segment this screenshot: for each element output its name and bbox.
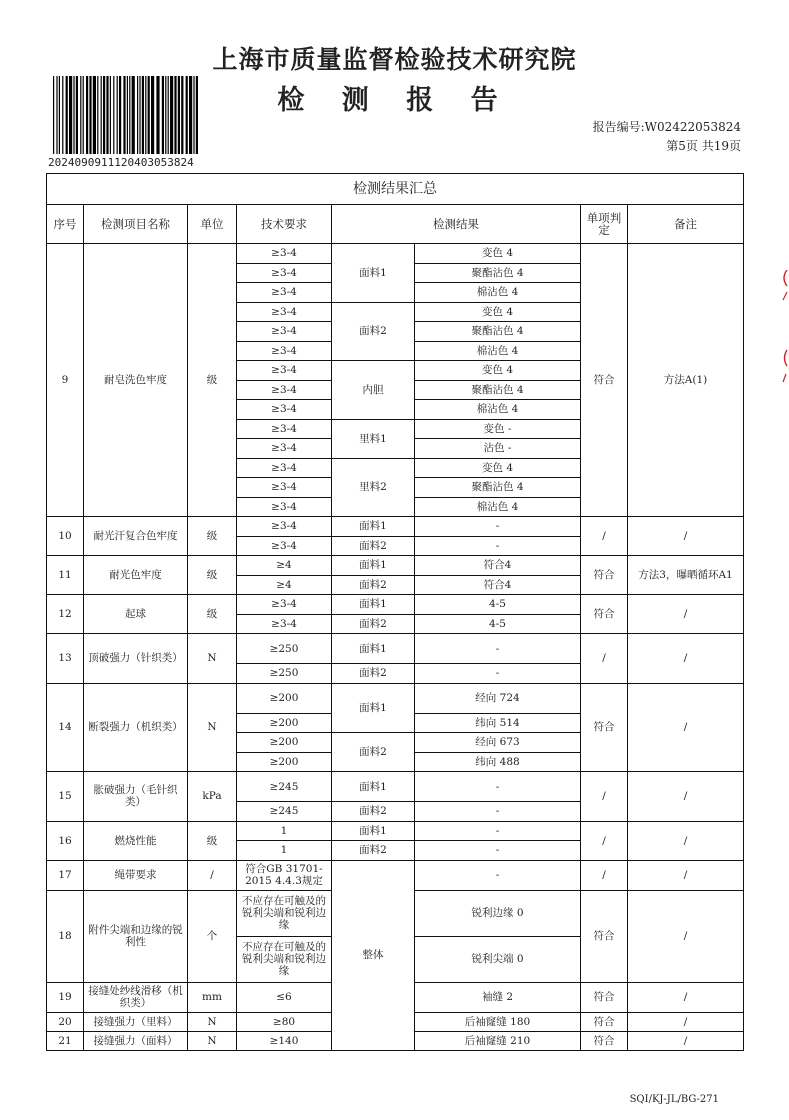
cell-item: 接缝处纱线滑移（机织类） (84, 982, 188, 1012)
cell-req: 不应存在可触及的锐利尖端和锐利边缘 (237, 890, 332, 936)
cell-part-whole: 整体 (332, 860, 415, 1050)
header-verdict: 单项判定 (581, 205, 628, 244)
cell-note: / (628, 595, 744, 634)
cell-unit: N (188, 1031, 237, 1050)
cell-unit: 级 (188, 556, 237, 595)
cell-seq: 14 (47, 683, 84, 772)
table-row (47, 860, 744, 890)
cell-req: ≥3-4 (237, 458, 332, 478)
cell-verdict: / (581, 772, 628, 822)
cell-result: 聚酯沾色 4 (415, 322, 581, 342)
cell-seq: 9 (47, 244, 84, 517)
cell-req: ≥3-4 (237, 400, 332, 420)
cell-req: ≥3-4 (237, 478, 332, 498)
cell-unit: N (188, 1012, 237, 1031)
table-row (47, 683, 744, 713)
cell-result: 聚酯沾色 4 (415, 380, 581, 400)
cell-req: ≥3-4 (237, 517, 332, 537)
header-item: 检测项目名称 (84, 205, 188, 244)
report-title: 检 测 报 告 (277, 85, 512, 116)
cell-req: ≥140 (237, 1031, 332, 1050)
cell-seq: 13 (47, 634, 84, 684)
cell-note: / (628, 1031, 744, 1050)
table-row (47, 772, 744, 802)
cell-req: ≥3-4 (237, 439, 332, 459)
cell-seq: 18 (47, 890, 84, 982)
cell-result: 锐利尖端 0 (415, 936, 581, 982)
cell-unit: mm (188, 982, 237, 1012)
cell-req: ≥250 (237, 664, 332, 684)
table-row (47, 517, 744, 537)
cell-req: ≥4 (237, 556, 332, 576)
cell-note: / (628, 982, 744, 1012)
cell-part: 面料2 (332, 664, 415, 684)
cell-verdict: / (581, 634, 628, 684)
cell-result: 4-5 (415, 595, 581, 615)
cell-verdict: 符合 (581, 244, 628, 517)
cell-part: 里料1 (332, 419, 415, 458)
cell-req: ≥3-4 (237, 322, 332, 342)
cell-seq: 17 (47, 860, 84, 890)
cell-seq: 10 (47, 517, 84, 556)
cell-note: / (628, 1012, 744, 1031)
header-result: 检测结果 (332, 205, 581, 244)
cell-result: 经向 673 (415, 733, 581, 753)
cell-part: 面料2 (332, 575, 415, 595)
cell-result: 棉沾色 4 (415, 341, 581, 361)
cell-part: 面料1 (332, 556, 415, 576)
cell-note: / (628, 772, 744, 822)
cell-item: 耐光色牢度 (84, 556, 188, 595)
cell-req: 不应存在可触及的锐利尖端和锐利边缘 (237, 936, 332, 982)
cell-verdict: / (581, 821, 628, 860)
cell-result: 后袖窿缝 210 (415, 1031, 581, 1050)
cell-part: 面料2 (332, 614, 415, 634)
cell-note: / (628, 890, 744, 982)
table-row (47, 556, 744, 576)
cell-req: ≥3-4 (237, 497, 332, 517)
cell-unit: N (188, 634, 237, 684)
cell-result: 变色 - (415, 419, 581, 439)
table-row (47, 821, 744, 841)
table-header-row (47, 205, 744, 244)
cell-item: 耐光汗复合色牢度 (84, 517, 188, 556)
header-seq: 序号 (47, 205, 84, 244)
cell-req: ≥250 (237, 634, 332, 664)
cell-result: - (415, 664, 581, 684)
cell-req: 符合GB 31701-2015 4.4.3规定 (237, 860, 332, 890)
cell-note: / (628, 517, 744, 556)
stamp-edge-mark (780, 270, 789, 390)
table-caption: 检测结果汇总 (47, 174, 744, 205)
cell-req: ≥245 (237, 802, 332, 822)
cell-seq: 12 (47, 595, 84, 634)
cell-result: 变色 4 (415, 458, 581, 478)
cell-note: 方法3，曝晒循环A1 (628, 556, 744, 595)
cell-item: 燃烧性能 (84, 821, 188, 860)
cell-unit: 级 (188, 517, 237, 556)
cell-unit: / (188, 860, 237, 890)
cell-unit: 级 (188, 821, 237, 860)
cell-result: 后袖窿缝 180 (415, 1012, 581, 1031)
cell-item: 胀破强力（毛针织类） (84, 772, 188, 822)
cell-result: 纬向 488 (415, 752, 581, 772)
cell-result: 锐利边缘 0 (415, 890, 581, 936)
cell-req: ≥3-4 (237, 595, 332, 615)
cell-req: ≥80 (237, 1012, 332, 1031)
cell-seq: 11 (47, 556, 84, 595)
form-code: SQI/KJ-JL/BG-271 (629, 1094, 719, 1105)
header-requirement: 技术要求 (237, 205, 332, 244)
cell-part: 面料1 (332, 772, 415, 802)
cell-result: 聚酯沾色 4 (415, 263, 581, 283)
cell-note: / (628, 860, 744, 890)
barcode-image (53, 76, 198, 154)
cell-part: 面料1 (332, 821, 415, 841)
cell-seq: 15 (47, 772, 84, 822)
cell-unit: 级 (188, 244, 237, 517)
cell-part: 面料1 (332, 244, 415, 303)
cell-verdict: / (581, 860, 628, 890)
cell-part: 面料2 (332, 802, 415, 822)
cell-result: - (415, 841, 581, 861)
cell-result: 棉沾色 4 (415, 283, 581, 303)
cell-part: 面料2 (332, 841, 415, 861)
cell-result: - (415, 802, 581, 822)
cell-part: 面料1 (332, 683, 415, 733)
cell-part: 面料2 (332, 733, 415, 772)
cell-req: ≥3-4 (237, 302, 332, 322)
cell-result: - (415, 517, 581, 537)
cell-item: 耐皂洗色牢度 (84, 244, 188, 517)
cell-result: 袖缝 2 (415, 982, 581, 1012)
cell-req: 1 (237, 821, 332, 841)
cell-result: 经向 724 (415, 683, 581, 713)
cell-item: 绳带要求 (84, 860, 188, 890)
cell-req: ≥3-4 (237, 361, 332, 381)
table-row (47, 244, 744, 264)
cell-req: ≤6 (237, 982, 332, 1012)
report-number: 报告编号:W02422053824 (592, 120, 741, 134)
cell-verdict: 符合 (581, 1031, 628, 1050)
page-info: 第5页 共19页 (666, 139, 741, 153)
cell-item: 起球 (84, 595, 188, 634)
cell-item: 接缝强力（面料） (84, 1031, 188, 1050)
table-row (47, 595, 744, 615)
cell-verdict: 符合 (581, 890, 628, 982)
cell-verdict: / (581, 517, 628, 556)
cell-req: ≥3-4 (237, 614, 332, 634)
cell-verdict: 符合 (581, 556, 628, 595)
cell-item: 断裂强力（机织类） (84, 683, 188, 772)
cell-unit: N (188, 683, 237, 772)
cell-req: ≥200 (237, 733, 332, 753)
cell-verdict: 符合 (581, 683, 628, 772)
cell-result: - (415, 860, 581, 890)
cell-req: ≥200 (237, 752, 332, 772)
cell-part: 内胆 (332, 361, 415, 420)
cell-seq: 16 (47, 821, 84, 860)
cell-result: 棉沾色 4 (415, 497, 581, 517)
cell-req: 1 (237, 841, 332, 861)
cell-result: 变色 4 (415, 302, 581, 322)
cell-result: 聚酯沾色 4 (415, 478, 581, 498)
cell-result: 4-5 (415, 614, 581, 634)
institute-name: 上海市质量监督检验技术研究院 (212, 45, 577, 74)
cell-item: 附件尖端和边缘的锐利性 (84, 890, 188, 982)
cell-note: 方法A(1) (628, 244, 744, 517)
cell-result: 沾色 - (415, 439, 581, 459)
cell-unit: 级 (188, 595, 237, 634)
cell-note: / (628, 634, 744, 684)
cell-req: ≥245 (237, 772, 332, 802)
table-row (47, 634, 744, 664)
header-note: 备注 (628, 205, 744, 244)
cell-result: 变色 4 (415, 244, 581, 264)
cell-unit: kPa (188, 772, 237, 822)
results-table (46, 173, 744, 1051)
cell-verdict: 符合 (581, 982, 628, 1012)
cell-req: ≥3-4 (237, 341, 332, 361)
cell-part: 面料1 (332, 517, 415, 537)
cell-note: / (628, 683, 744, 772)
cell-req: ≥3-4 (237, 419, 332, 439)
cell-part: 面料1 (332, 595, 415, 615)
cell-result: 纬向 514 (415, 713, 581, 733)
cell-seq: 20 (47, 1012, 84, 1031)
barcode-number: 20240909111204030538​24 (48, 156, 194, 169)
cell-result: - (415, 821, 581, 841)
cell-result: 符合4 (415, 575, 581, 595)
cell-part: 面料1 (332, 634, 415, 664)
header-unit: 单位 (188, 205, 237, 244)
cell-part: 里料2 (332, 458, 415, 517)
cell-req: ≥3-4 (237, 536, 332, 556)
cell-req: ≥3-4 (237, 283, 332, 303)
cell-item: 接缝强力（里料） (84, 1012, 188, 1031)
cell-req: ≥200 (237, 683, 332, 713)
cell-result: - (415, 634, 581, 664)
cell-result: - (415, 772, 581, 802)
cell-verdict: 符合 (581, 1012, 628, 1031)
cell-req: ≥3-4 (237, 380, 332, 400)
cell-item: 顶破强力（针织类） (84, 634, 188, 684)
cell-seq: 19 (47, 982, 84, 1012)
cell-result: 棉沾色 4 (415, 400, 581, 420)
cell-result: 符合4 (415, 556, 581, 576)
cell-part: 面料2 (332, 302, 415, 361)
cell-req: ≥200 (237, 713, 332, 733)
cell-note: / (628, 821, 744, 860)
cell-req: ≥3-4 (237, 263, 332, 283)
cell-seq: 21 (47, 1031, 84, 1050)
cell-result: 变色 4 (415, 361, 581, 381)
cell-part: 面料2 (332, 536, 415, 556)
cell-req: ≥3-4 (237, 244, 332, 264)
cell-verdict: 符合 (581, 595, 628, 634)
cell-unit: 个 (188, 890, 237, 982)
cell-result: - (415, 536, 581, 556)
cell-req: ≥4 (237, 575, 332, 595)
